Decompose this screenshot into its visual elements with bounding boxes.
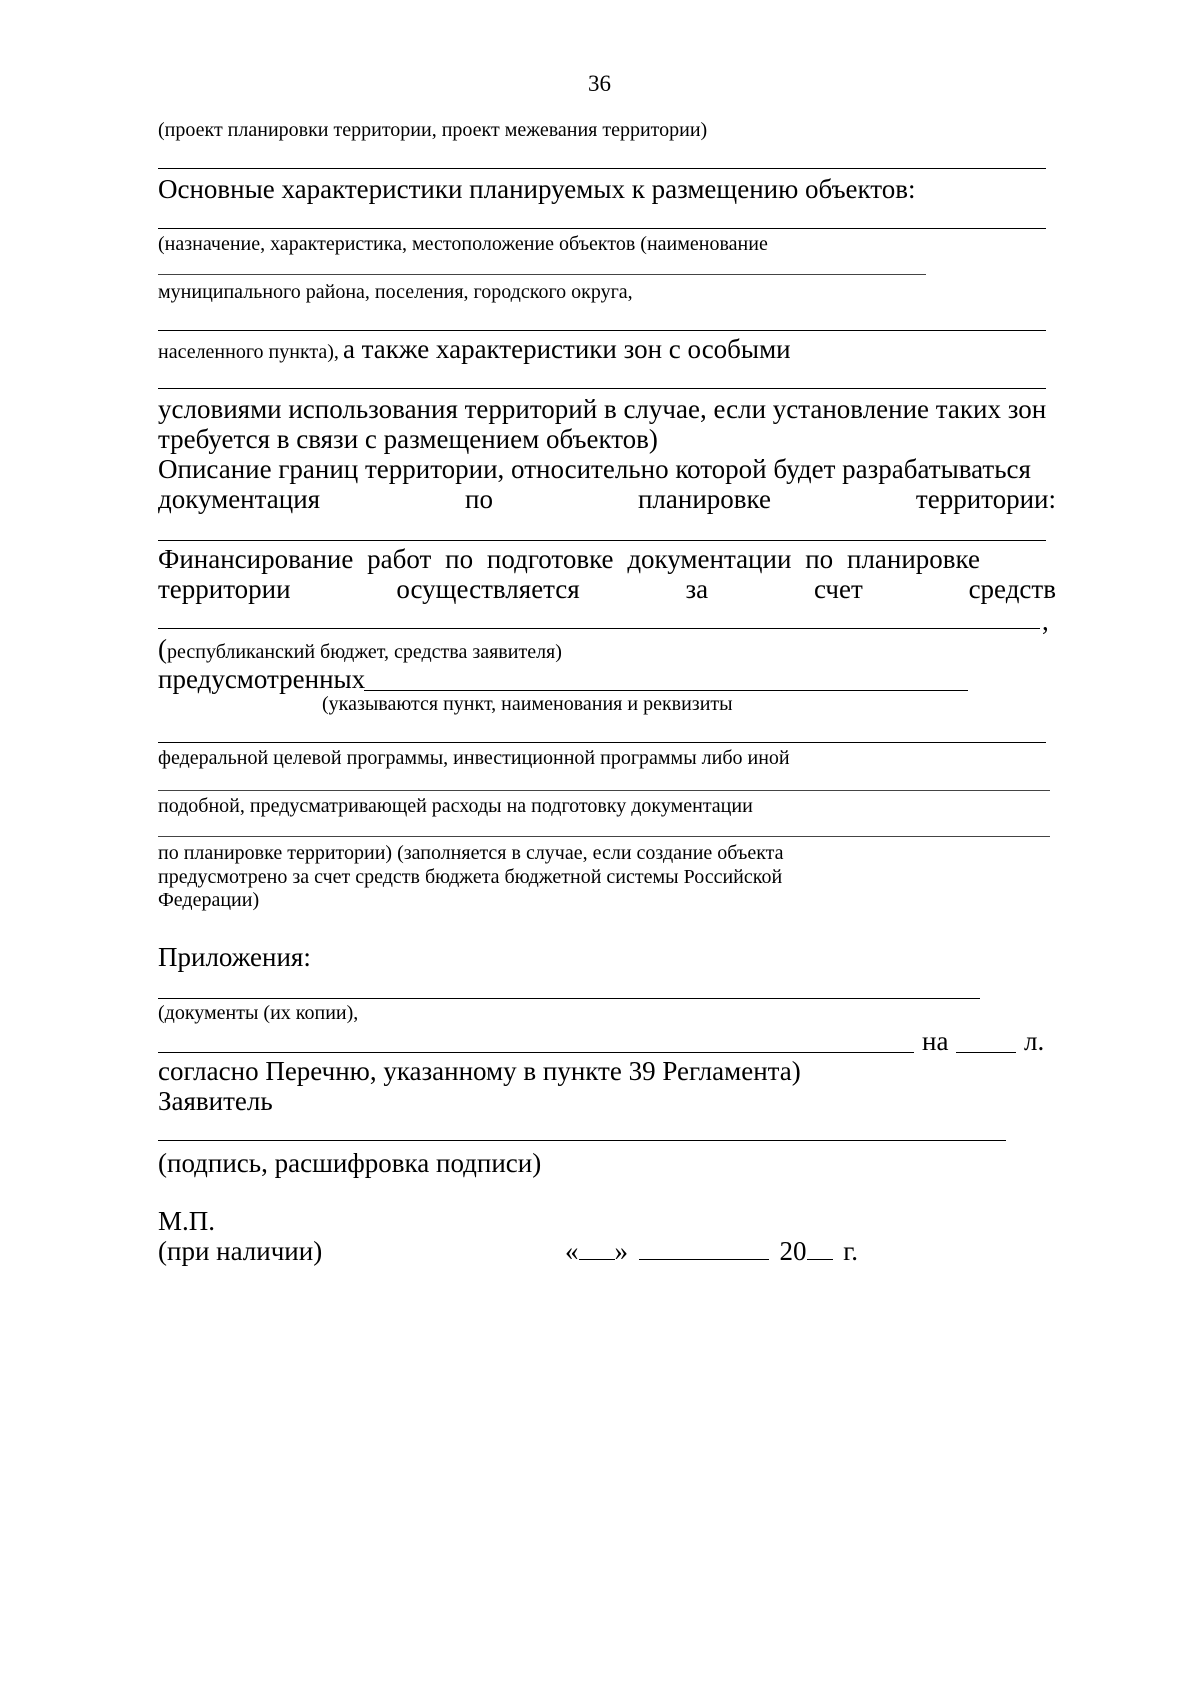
underline [158,742,1046,743]
underline [158,274,926,275]
word: подготовке [486,544,614,574]
underline [158,790,1050,791]
budget-paren: ( [158,634,167,664]
boundaries-line-2 [158,486,1056,513]
year-prefix: 20 [779,1236,807,1266]
open-quote: « [565,1236,579,1266]
documents-blank [158,1052,914,1053]
word: документация [158,484,321,514]
on-label: на [922,1026,949,1056]
financing-line-2 [158,576,1056,603]
word: территории [158,574,291,604]
signature-note: (подпись, расшифровка подписи) [158,1148,542,1178]
close-quote: » [614,1236,628,1266]
word: средств [968,574,1056,604]
if-available-note: (при наличии) [158,1236,323,1266]
boundaries-line-1: Описание границ территории, относительно которой будет разрабатываться [158,454,1031,484]
similar-note: подобной, предусматривающей расходы на подготовку документации [158,795,753,817]
word: по [805,544,834,574]
word: планировке [637,484,771,514]
main-characteristics-heading: Основные характеристики планируемых к размещению объектов: [158,174,916,204]
word: по [465,484,493,514]
date-line [565,1238,858,1265]
planning-note-2: предусмотрено за счет средств бюджета бюджетной системы Российской [158,866,783,888]
settlement-line [158,336,791,363]
zones-text: а также характеристики зон с особыми [342,334,791,364]
page-number: 36 [588,71,611,96]
attachments-label: Приложения: [158,942,311,972]
underline [158,228,1046,229]
day-blank [579,1259,615,1260]
word: по [445,544,474,574]
word: территории: [915,484,1056,514]
underline [158,998,980,999]
year-blank [807,1259,833,1260]
underline [158,168,1046,169]
word: документации [627,544,792,574]
budget-note: республиканский бюджет, средства заявителя) [167,641,562,663]
month-blank [639,1259,769,1260]
word: за [685,574,709,604]
underline [158,628,1040,629]
settlement-note: населенного пункта), [158,341,339,363]
purpose-note: (назначение, характеристика, местоположение объектов (наименование [158,233,768,255]
budget-line [158,636,562,663]
stamp-label: М.П. [158,1206,216,1236]
financing-line-1 [158,546,980,573]
planning-note-1: по планировке территории) (заполняется в случае, если создание объекта [158,842,784,864]
applicant-label: Заявитель [158,1086,273,1116]
year-suffix: г. [843,1236,859,1266]
planning-note-3: Федерации) [158,889,260,911]
federal-note: федеральной целевой программы, инвестиционной программы либо иной [158,747,790,769]
underline [158,540,1046,541]
documents-note: (документы (их копии), [158,1002,359,1024]
word: осуществляется [396,574,580,604]
underline [158,836,1050,837]
underline [158,330,1046,331]
signature-blank [158,1140,1006,1141]
project-type-note: (проект планировки территории, проект межевания территории) [158,119,708,141]
municipality-note: муниципального района, поселения, городского округа, [158,281,633,303]
provided-label: предусмотренных [158,664,366,694]
underline [158,388,1046,389]
word: планировке [847,544,980,574]
comma: , [1042,606,1049,636]
word: Финансирование [158,544,354,574]
conditions-line-1: условиями использования территорий в случае, если установление таких зон [158,394,1047,424]
specified-note: (указываются пункт, наименования и реквизиты [322,693,733,715]
provided-blank [364,690,968,691]
conditions-line-2: требуется в связи с размещением объектов) [158,424,658,454]
word: работ [367,544,432,574]
sheets-label: л. [1024,1026,1045,1056]
sheets-blank [956,1052,1016,1053]
word: счет [813,574,863,604]
per-list-text: согласно Перечню, указанному в пункте 39 Регламента) [158,1056,801,1086]
